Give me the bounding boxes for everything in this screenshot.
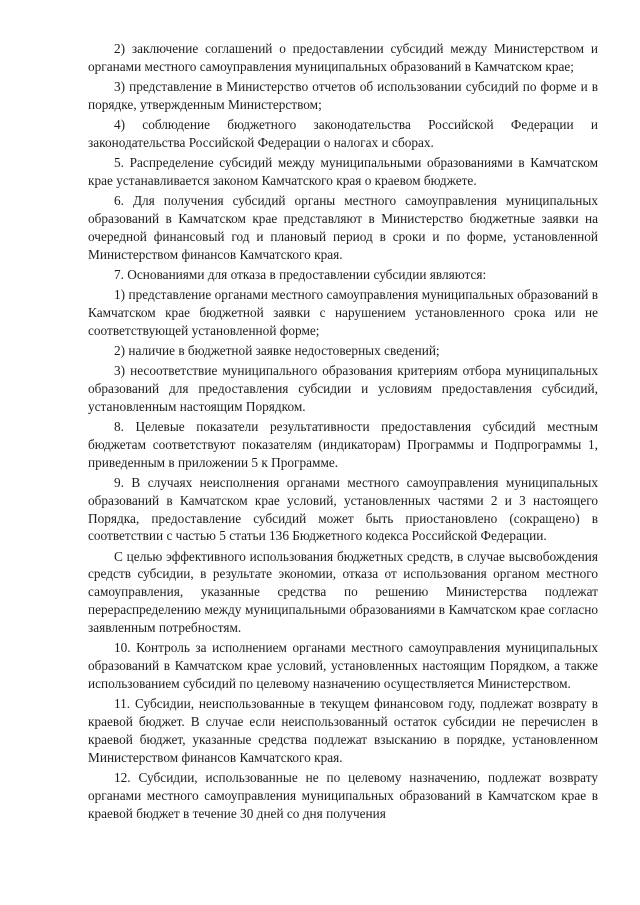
paragraph-section-12-misuse-return: 12. Субсидии, использованные не по целевому назначению, подлежат возврату органами местного самоуправления муниципальных образований в Камчатском крае в краевой бюджет в течение 30 дней со дня получения bbox=[88, 769, 598, 821]
paragraph-section-11-unused-return: 11. Субсидии, неиспользованные в текущем финансовом году, подлежат возврату в краевой бюджет. В случае если неиспользованный остаток субсидии не перечислен в краевой бюджет, указанные средства подлежат взысканию в порядке, установленном Министерством финансов Камчатского края. bbox=[88, 696, 598, 765]
paragraph-item-4-legislation: 4) соблюдение бюджетного законодательства Российской Федерации и законодательства Российской Федерации о налогах и сборах. bbox=[88, 117, 598, 150]
paragraph-section-8-target-indicators: 8. Целевые показатели результативности предоставления субсидий местным бюджетам соответствуют показателям (индикаторам) Программы и Подпрограммы 1, приведенным в приложении 5 к Программе. bbox=[88, 418, 598, 470]
paragraph-section-5-distribution: 5. Распределение субсидий между муниципальными образованиями в Камчатском крае устанавливается законом Камчатского края о краевом бюджете. bbox=[88, 155, 598, 188]
paragraph-section-9-suspension: 9. В случаях неисполнения органами местного самоуправления муниципальных образований в Камчатском крае условий, установленных частями 2 и 3 настоящего Порядка, предоставление субсидий может быть приостановлено (сокращено) в соответствии с частью 5 статьи 136 Бюджетного кодекса Российской Федерации. bbox=[88, 474, 598, 544]
paragraph-item-2-invalid-data: 2) наличие в бюджетной заявке недостоверных сведений; bbox=[114, 342, 440, 358]
paragraph-section-6-budget-requests: 6. Для получения субсидий органы местного самоуправления муниципальных образований в Камчатском крае представляют в Министерство бюджетные заявки на очередной финансовый год и плановый период в сроки и по форме, установленной Министерством финансов Камчатского края. bbox=[88, 193, 598, 262]
paragraph-section-7-refusal-grounds: 7. Основаниями для отказа в предоставлении субсидии являются: bbox=[114, 266, 487, 282]
paragraph-item-3-reports: 3) представление в Министерство отчетов об использовании субсидий по форме и в порядке, утвержденным Министерством; bbox=[88, 79, 598, 112]
paragraph-redistribution: С целью эффективного использования бюджетных средств, в случае высвобождения средств субсидии, в результате экономии, отказа от использования органом местного самоуправления, указанные средства по решению Министерства подлежат перераспределению между муниципальными образованиями в Камчатском крае согласно заявленным потребностям. bbox=[88, 548, 598, 636]
paragraph-section-10-control: 10. Контроль за исполнением органами местного самоуправления муниципальных образований в Камчатском крае условий, установленных настоящим Порядком, а также использованием субсидий по целевому назначению осуществляется Министерством. bbox=[88, 640, 598, 692]
paragraph-item-3-criteria-mismatch: 3) несоответствие муниципального образования критериям отбора муниципальных образований для предоставления субсидии и условиям предоставления субсидий, установленным настоящим Порядком. bbox=[88, 362, 598, 414]
paragraph-item-2-conclusion-of-agreements: 2) заключение соглашений о предоставлении субсидий между Министерством и органами местного самоуправления муниципальных образований в Камчатском крае; bbox=[88, 41, 598, 74]
document-body bbox=[88, 40, 598, 823]
paragraph-item-1-late-request: 1) представление органами местного самоуправления муниципальных образований в Камчатском крае бюджетной заявки с нарушением установленного срока или не соответствующей установленной форме; bbox=[88, 286, 598, 338]
